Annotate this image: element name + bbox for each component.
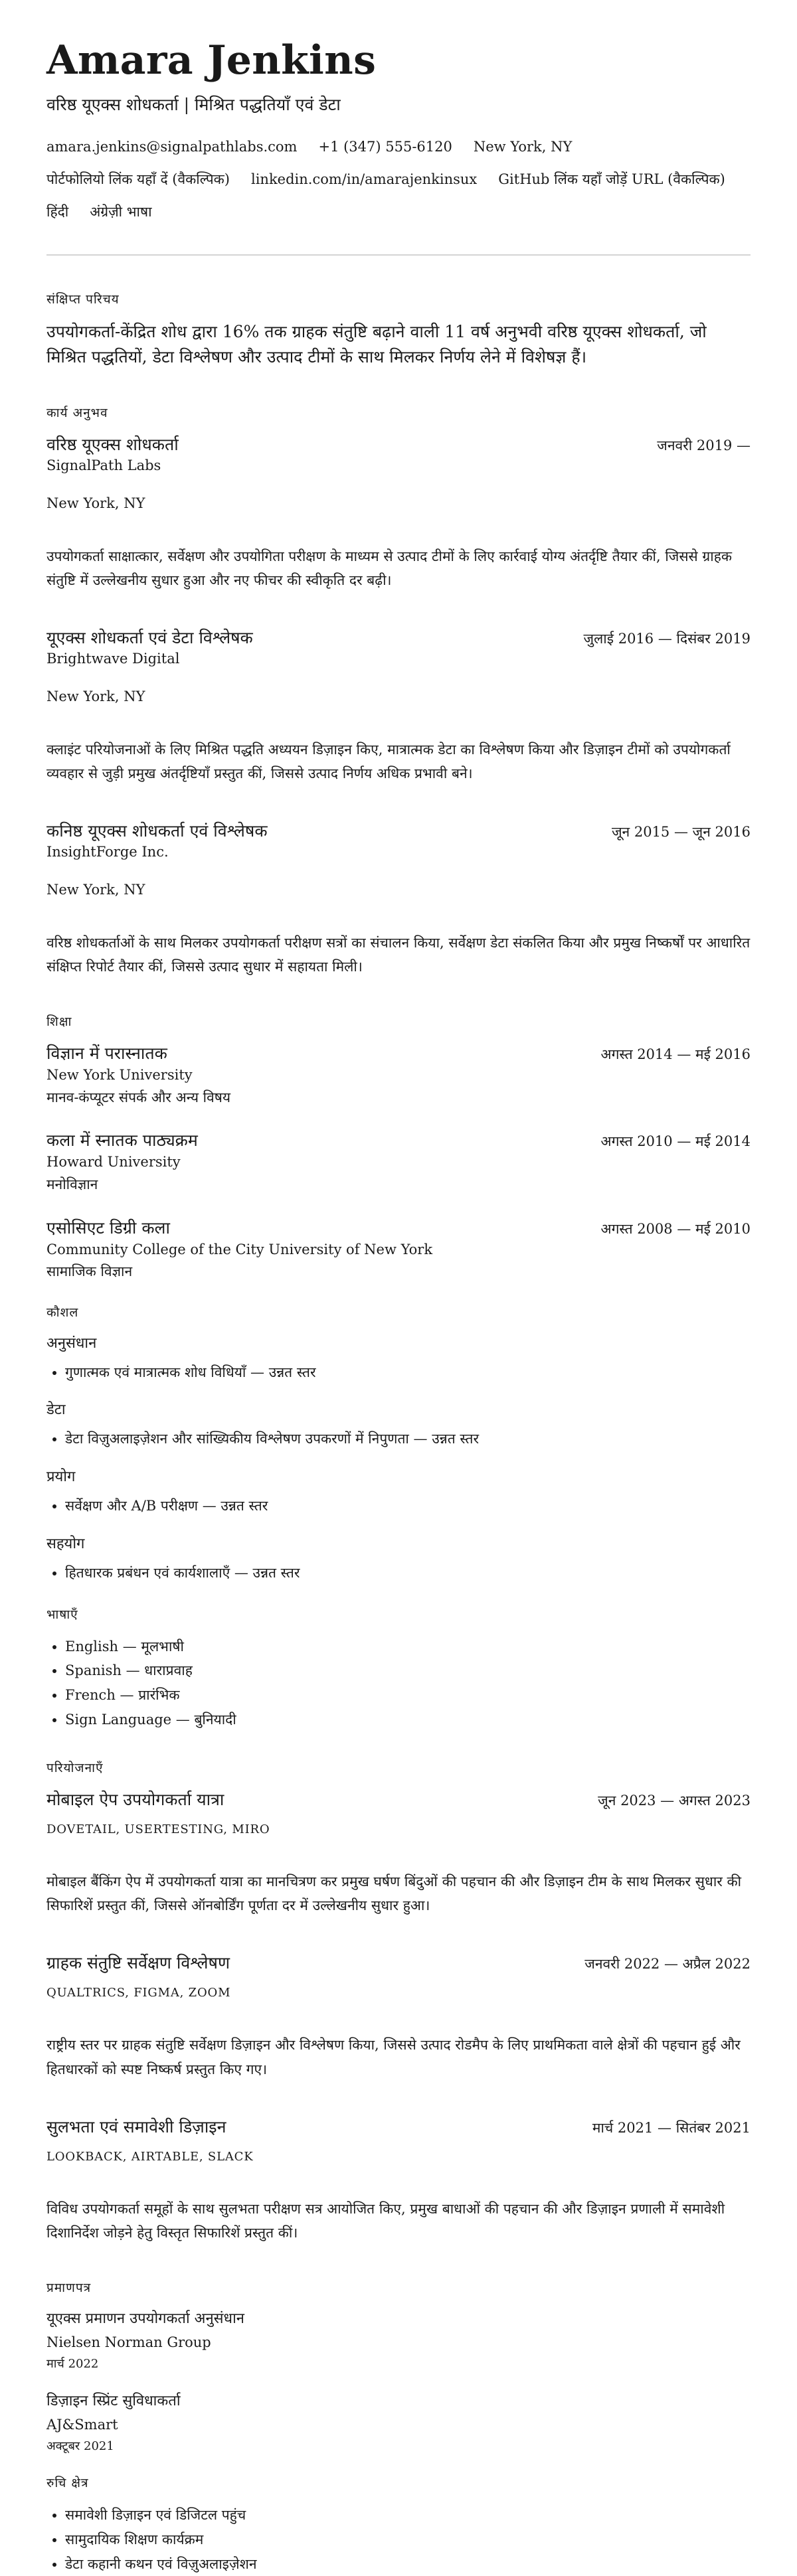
job-title: कनिष्ठ यूएक्स शोधकर्ता एवं विश्लेषक: [46, 821, 268, 841]
summary-text: उपयोगकर्ता-केंद्रित शोध द्वारा 16% तक ग्राहक संतुष्टि बढ़ाने वाली 11 वर्ष अनुभवी वरिष्ठ यूएक्स शोधकर्ता, जो मिश्रित पद्धतियों, डेटा विश्लेषण और उत्पाद टीमों के साथ मिलकर निर्णय लेने में विशेषज्ञ हैं।: [46, 321, 707, 367]
education-heading: शिक्षा: [46, 1014, 72, 1030]
project-tools: DOVETAIL, USERTESTING, MIRO: [46, 1822, 270, 1836]
experience-heading: कार्य अनुभव: [46, 406, 108, 421]
job-title: यूएक्स शोधकर्ता एवं डेटा विश्लेषक: [46, 628, 253, 648]
project-tools: LOOKBACK, AIRTABLE, SLACK: [46, 2149, 254, 2164]
certification-issuer: AJ&Smart: [46, 2417, 118, 2433]
experience-entry: [46, 819, 751, 979]
skill-group: [46, 1332, 751, 1385]
skill-category: डेटा: [46, 1402, 66, 1419]
project-description: राष्ट्रीय स्तर पर ग्राहक संतुष्टि सर्वेक्षण डिज़ाइन और विश्लेषण किया, जिससे उत्पाद रोडमैप के लिए प्राथमिकता वाले क्षेत्रों की पहचान हुई और हितधारकों को स्पष्ट निष्कर्ष प्रस्तुत किए गए।: [46, 2037, 741, 2077]
resume-header: [46, 39, 751, 222]
interest-item: • सामुदायिक शिक्षण कार्यक्रम: [65, 2528, 751, 2552]
certification-name: डिज़ाइन स्प्रिंट सुविधाकर्ता: [46, 2393, 181, 2410]
job-location: New York, NY: [46, 495, 145, 511]
skill-item: • सर्वेक्षण और A/B परीक्षण — उन्नत स्तर: [65, 1494, 751, 1518]
project-title: मोबाइल ऐप उपयोगकर्ता यात्रा: [46, 1789, 224, 1809]
projects-heading: परियोजनाएँ: [46, 1760, 104, 1775]
education-entry: [46, 1042, 751, 1109]
portfolio-link[interactable]: पोर्टफोलियो लिंक यहाँ दें (वैकल्पिक): [46, 171, 230, 187]
email-link[interactable]: amara.jenkins@signalpathlabs.com: [46, 138, 298, 155]
job-title: वरिष्ठ यूएक्स शोधकर्ता: [46, 435, 179, 455]
education-section: [46, 1012, 751, 1283]
candidate-headline: वरिष्ठ यूएक्स शोधकर्ता | मिश्रित पद्धतियाँ एवं डेटा: [46, 95, 341, 114]
job-dates: जून 2015 — जून 2016: [611, 824, 751, 841]
certification-date: मार्च 2022: [46, 2357, 99, 2372]
skill-category: सहयोग: [46, 1535, 85, 1552]
skills-section: [46, 1303, 751, 1585]
summary-heading: संक्षिप्त परिचय: [46, 291, 120, 307]
education-dates: अगस्त 2014 — मई 2016: [600, 1046, 751, 1063]
candidate-name: Amara Jenkins: [46, 37, 377, 84]
project-entry: [46, 1788, 751, 1919]
school-name: New York University: [46, 1067, 193, 1084]
project-dates: जून 2023 — अगस्त 2023: [598, 1792, 751, 1809]
language-item: • Spanish — धाराप्रवाह: [65, 1658, 751, 1683]
languages-heading: भाषाएँ: [46, 1607, 78, 1622]
project-entry: [46, 1951, 751, 2082]
job-dates: जुलाई 2016 — दिसंबर 2019: [583, 631, 751, 647]
interests-section: [46, 2474, 751, 2576]
job-location: New York, NY: [46, 688, 145, 704]
skill-group: [46, 1533, 751, 1585]
certification-entry: [46, 2390, 751, 2454]
education-entry: [46, 1129, 751, 1196]
degree-name: एसोसिएट डिग्री कला: [46, 1218, 170, 1238]
education-dates: अगस्त 2010 — मई 2014: [600, 1133, 751, 1150]
header-language-1: हिंदी: [46, 204, 69, 220]
certification-name: यूएक्स प्रमाणन उपयोगकर्ता अनुसंधान: [46, 2310, 244, 2328]
skill-group: [46, 1399, 751, 1451]
certification-issuer: Nielsen Norman Group: [46, 2334, 211, 2351]
certifications-heading: प्रमाणपत्र: [46, 2281, 92, 2296]
field-of-study: मानव-कंप्यूटर संपर्क और अन्य विषय: [46, 1089, 231, 1105]
location-text: New York, NY: [473, 138, 573, 155]
skill-item: • हितधारक प्रबंधन एवं कार्यशालाएँ — उन्नत स्तर: [65, 1561, 751, 1585]
contact-row-languages: [46, 202, 751, 222]
languages-section: [46, 1605, 751, 1732]
degree-name: विज्ञान में परास्नातक: [46, 1044, 167, 1064]
certification-entry: [46, 2308, 751, 2372]
company-name: InsightForge Inc.: [46, 844, 169, 860]
linkedin-link[interactable]: linkedin.com/in/amarajenkinsux: [251, 171, 478, 187]
job-description: वरिष्ठ शोधकर्ताओं के साथ मिलकर उपयोगकर्ता परीक्षण सत्रों का संचालन किया, सर्वेक्षण डेटा संकलित किया और प्रमुख निष्कर्षों पर आधारित संक्षिप्त रिपोर्ट तैयार कीं, जिससे उत्पाद सुधार में सहायता मिली।: [46, 934, 751, 975]
language-item: • French — प्रारंभिक: [65, 1683, 751, 1708]
skills-heading: कौशल: [46, 1305, 79, 1320]
summary-section: [46, 290, 751, 371]
skill-category: अनुसंधान: [46, 1334, 97, 1352]
school-name: Community College of the City University of New York: [46, 1241, 433, 1257]
education-entry: [46, 1216, 751, 1283]
skill-group: [46, 1466, 751, 1518]
skill-item: • गुणात्मक एवं मात्रात्मक शोध विधियाँ — उन्नत स्तर: [65, 1360, 751, 1385]
experience-section: [46, 404, 751, 979]
school-name: Howard University: [46, 1154, 181, 1170]
projects-section: [46, 1759, 751, 2246]
contact-row-primary: [46, 137, 751, 157]
project-title: सुलभता एवं समावेशी डिज़ाइन: [46, 2117, 226, 2136]
degree-name: कला में स्नातक पाठ्यक्रम: [46, 1131, 198, 1151]
company-name: Brightwave Digital: [46, 651, 180, 667]
job-description: क्लाइंट परियोजनाओं के लिए मिश्रित पद्धति अध्ययन डिज़ाइन किए, मात्रात्मक डेटा का विश्लेषण किया और डिज़ाइन टीमों को उपयोगकर्ता व्यवहार से जुड़ी प्रमुख अंतर्दृष्टियाँ प्रस्तुत कीं, जिससे उत्पाद निर्णय अधिक प्रभावी बने।: [46, 741, 731, 782]
language-item: • English — मूलभाषी: [65, 1635, 751, 1659]
experience-entry: [46, 433, 751, 593]
company-name: SignalPath Labs: [46, 457, 161, 474]
skill-item: • डेटा विज़ुअलाइज़ेशन और सांख्यिकीय विश्लेषण उपकरणों में निपुणता — उन्नत स्तर: [65, 1427, 751, 1451]
certifications-section: [46, 2279, 751, 2454]
language-item: • Sign Language — बुनियादी: [65, 1708, 751, 1732]
project-description: मोबाइल बैंकिंग ऐप में उपयोगकर्ता यात्रा का मानचित्रण कर प्रमुख घर्षण बिंदुओं की पहचान की और डिज़ाइन टीम के साथ मिलकर सुधार की सिफारिशें प्रस्तुत कीं, जिससे ऑनबोर्डिंग पूर्णता दर में उल्लेखनीय सुधार हुआ।: [46, 1873, 742, 1914]
header-language-2: अंग्रेज़ी भाषा: [90, 204, 152, 220]
skill-category: प्रयोग: [46, 1469, 76, 1486]
project-dates: मार्च 2021 — सितंबर 2021: [592, 2119, 751, 2136]
certification-date: अक्टूबर 2021: [46, 2439, 114, 2454]
education-dates: अगस्त 2008 — मई 2010: [600, 1220, 751, 1237]
project-title: ग्राहक संतुष्टि सर्वेक्षण विश्लेषण: [46, 1953, 230, 1973]
project-tools: QUALTRICS, FIGMA, ZOOM: [46, 1986, 231, 2000]
interest-item: • समावेशी डिज़ाइन एवं डिजिटल पहुंच: [65, 2503, 751, 2528]
header-divider: [46, 254, 751, 256]
field-of-study: सामाजिक विज्ञान: [46, 1263, 133, 1280]
phone-number[interactable]: +1 (347) 555-6120: [318, 138, 452, 155]
field-of-study: मनोविज्ञान: [46, 1176, 98, 1192]
project-dates: जनवरी 2022 — अप्रैल 2022: [584, 1956, 751, 1972]
project-description: विविध उपयोगकर्ता समूहों के साथ सुलभता परीक्षण सत्र आयोजित किए, प्रमुख बाधाओं की पहचान की और डिज़ाइन प्रणाली में समावेशी दिशानिर्देश जोड़ने हेतु विस्तृत सिफारिशें प्रस्तुत कीं।: [46, 2200, 725, 2241]
job-dates: जनवरी 2019 —: [657, 438, 751, 454]
interest-item: • डेटा कहानी कथन एवं विज़ुअलाइज़ेशन: [65, 2552, 751, 2576]
experience-entry: [46, 626, 751, 786]
project-entry: [46, 2115, 751, 2246]
contact-row-links: [46, 170, 751, 189]
github-link[interactable]: GitHub लिंक यहाँ जोड़ें URL (वैकल्पिक): [498, 171, 725, 187]
job-description: उपयोगकर्ता साक्षात्कार, सर्वेक्षण और उपयोगिता परीक्षण के माध्यम से उत्पाद टीमों के लिए कार्रवाई योग्य अंतर्दृष्टि तैयार कीं, जिससे ग्राहक संतुष्टि में उल्लेखनीय सुधार हुआ और नए फीचर की स्वीकृति दर बढ़ी।: [46, 548, 732, 589]
interests-heading: रुचि क्षेत्र: [46, 2476, 89, 2491]
job-location: New York, NY: [46, 881, 145, 898]
